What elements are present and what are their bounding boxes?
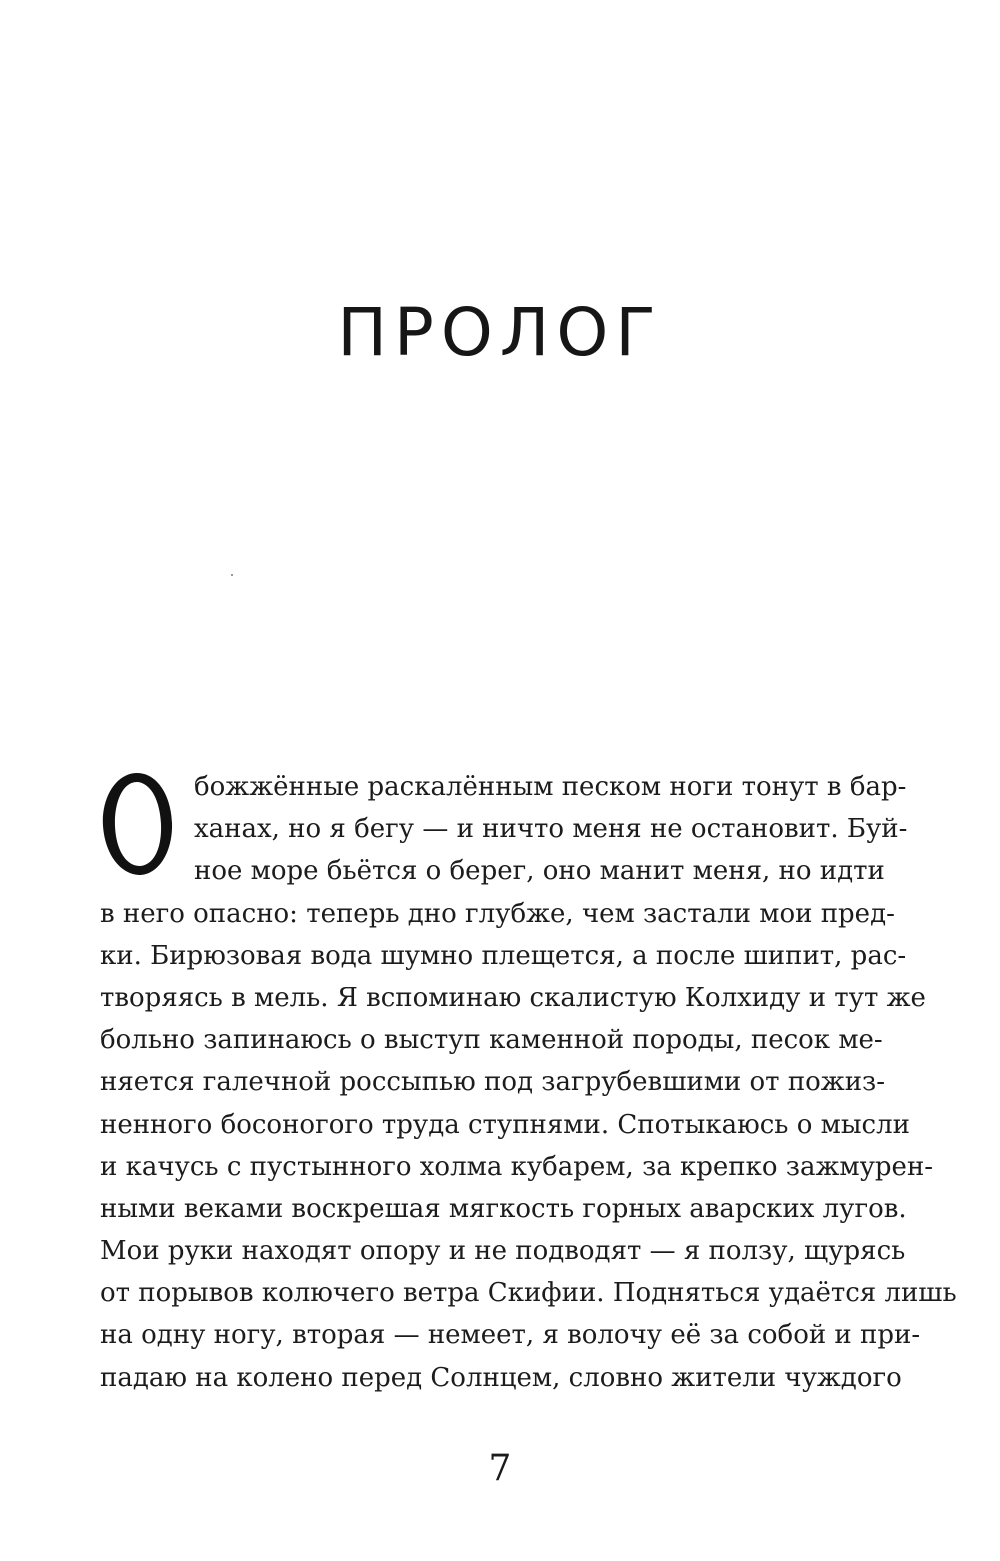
text-line: ки. Бирюзовая вода шумно плещется, а после шипит, рас- bbox=[100, 940, 907, 971]
text-line: ненного босоногого труда ступнями. Спотыкаюсь о мысли bbox=[100, 1109, 910, 1140]
text-line: божжённые раскалённым песком ноги тонут в бар- bbox=[194, 772, 907, 802]
text-line: падаю на колено перед Солнцем, словно жители чуждого bbox=[100, 1362, 902, 1393]
text-line: и качусь с пустынного холма кубарем, за крепко зажмурен- bbox=[100, 1151, 934, 1182]
print-speck bbox=[231, 574, 233, 576]
text-line: в него опасно: теперь дно глубже, чем застали мои пред- bbox=[100, 898, 895, 929]
text-line: ное море бьётся о берег, оно манит меня, но идти bbox=[194, 856, 885, 887]
text-line: няется галечной россыпью под загрубевшими от пожиз- bbox=[100, 1067, 886, 1098]
text-line: ханах, но я бегу — и ничто меня не остановит. Буй- bbox=[194, 814, 908, 845]
text-line: творяясь в мель. Я вспоминаю скалистую Колхиду и тут же bbox=[100, 982, 926, 1013]
page-number: 7 bbox=[488, 1448, 512, 1489]
text-line: Мои руки находят опору и не подводят — я ползу, щурясь bbox=[100, 1236, 906, 1267]
text-line: больно запинаюсь о выступ каменной породы, песок ме- bbox=[100, 1025, 883, 1056]
body-text bbox=[100, 766, 957, 1399]
text-line: на одну ногу, вторая — немеет, я волочу её за собой и при- bbox=[100, 1320, 921, 1351]
text-line: ными веками воскрешая мягкость горных аварских лугов. bbox=[100, 1193, 907, 1224]
text-line: от порывов колючего ветра Скифии. Подняться удаётся лишь bbox=[100, 1278, 957, 1309]
chapter-title: ПРОЛОГ bbox=[337, 294, 663, 371]
